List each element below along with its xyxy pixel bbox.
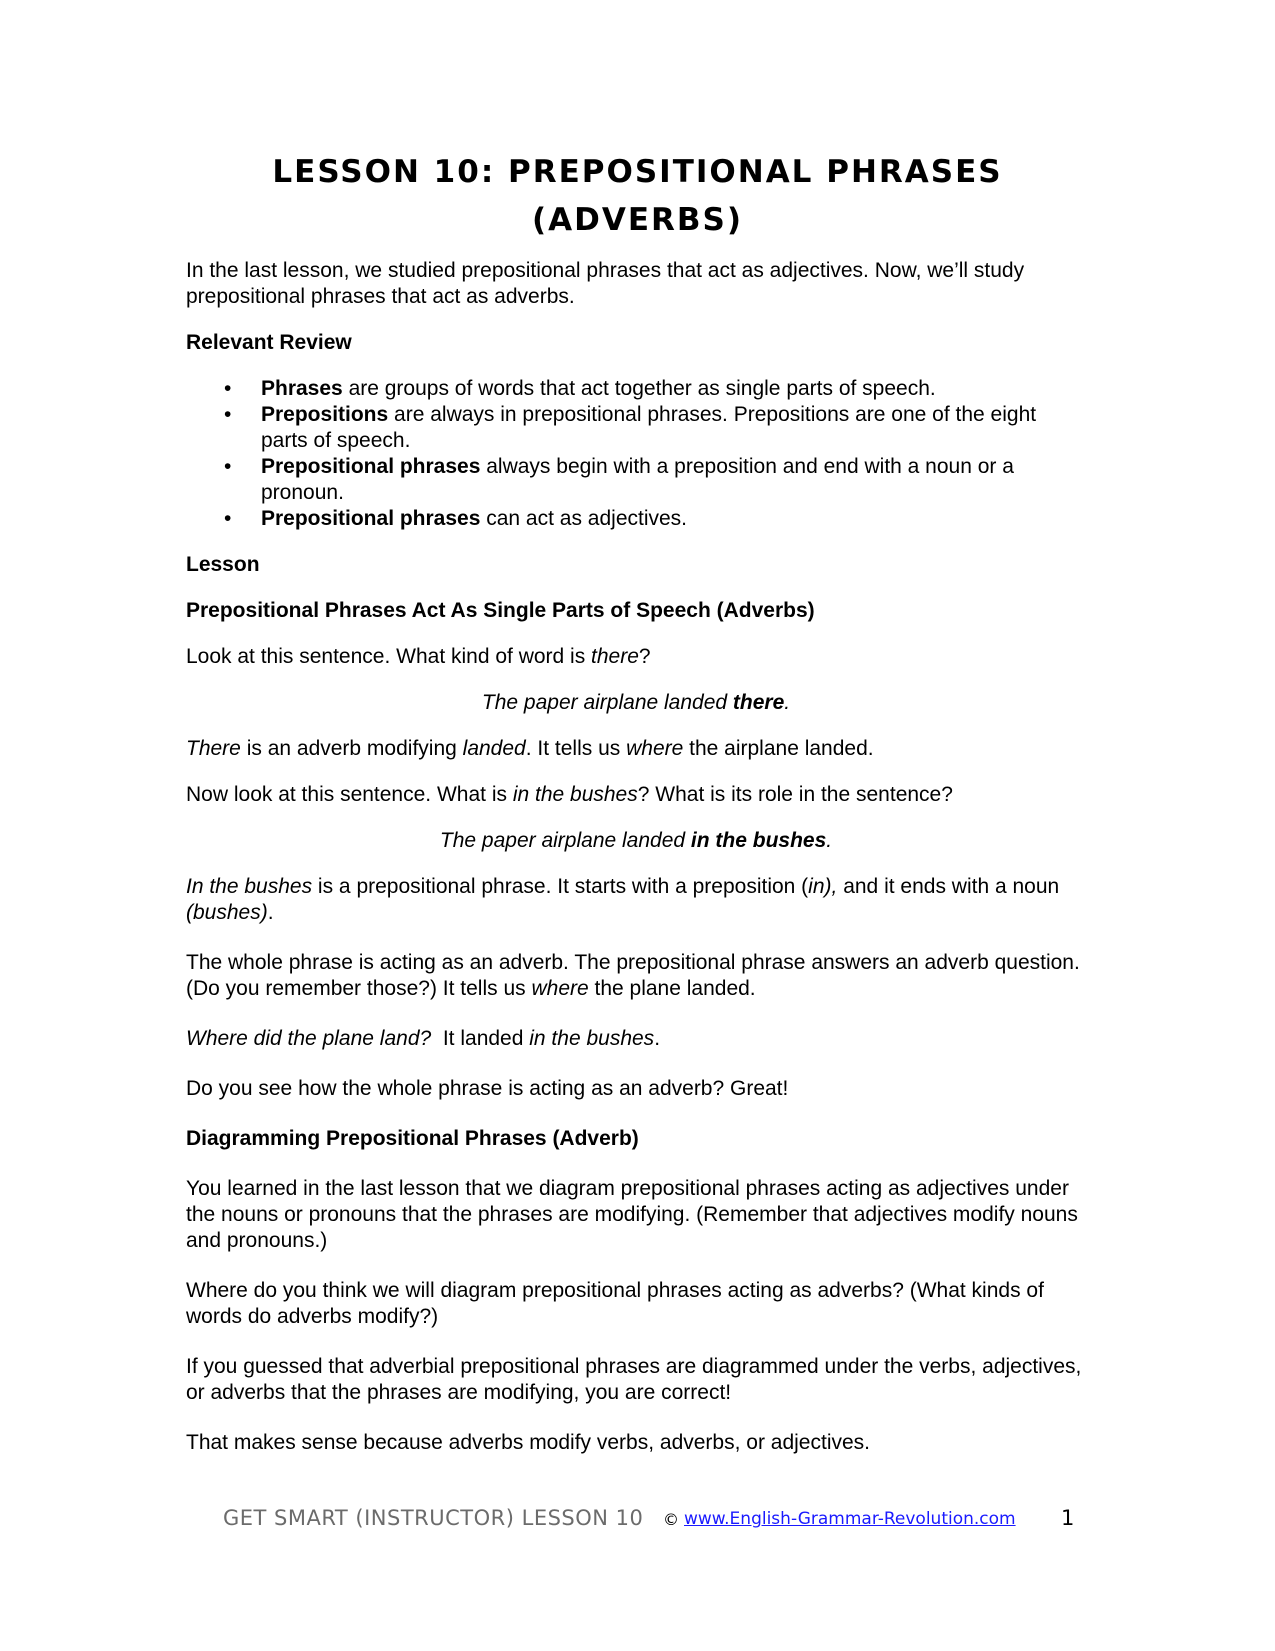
bold-run: there: [732, 691, 785, 714]
italic-run: where: [626, 737, 684, 760]
footer-series-label: GET SMART (INSTRUCTOR) LESSON 10: [223, 1506, 644, 1530]
text-run: Now look at this sentence. What is: [186, 783, 513, 806]
diagramming-paragraph-4: That makes sense because adverbs modify verbs, adverbs, or adjectives.: [186, 1431, 870, 1454]
text-run: The whole phrase is acting as an adverb. The prepositional phrase answers an adverb question. (Do you remember those?) It tells us: [186, 951, 1080, 1000]
term: Prepositional phrases: [261, 507, 481, 530]
diagramming-paragraph-2: Where do you think we will diagram prepositional phrases acting as adverbs? (What kinds of words do adverbs modify?): [186, 1279, 1044, 1328]
diagramming-paragraph-3: If you guessed that adverbial prepositional phrases are diagrammed under the verbs, adjectives, or adverbs that the phrases are modifying, you are correct!: [186, 1355, 1082, 1404]
text-run: It landed: [431, 1027, 530, 1050]
diagramming-heading: Diagramming Prepositional Phrases (Adverb): [186, 1127, 639, 1150]
lesson-paragraph-2: [186, 736, 1086, 762]
review-heading: Relevant Review: [186, 331, 352, 354]
text-run: .: [654, 1027, 661, 1050]
term: Phrases: [261, 377, 343, 400]
page-title: [0, 148, 1275, 244]
text-run: is an adverb modifying: [240, 737, 463, 760]
lesson-paragraph-6: [186, 1026, 1086, 1052]
text-run: The paper airplane landed: [439, 829, 691, 852]
text-run: ? What is its role in the sentence?: [637, 783, 953, 806]
text-run: and it ends with a noun: [837, 875, 1060, 898]
lesson-paragraph-7: Do you see how the whole phrase is acting as an adverb? Great!: [186, 1077, 789, 1100]
lesson-paragraph-4: [186, 874, 1086, 926]
list-item: [186, 506, 1086, 532]
lesson-subheading: Prepositional Phrases Act As Single Parts of Speech (Adverbs): [186, 599, 815, 622]
bullet: •: [224, 507, 232, 530]
text-run: the airplane landed.: [683, 737, 874, 760]
italic-run: Where did the plane land?: [186, 1027, 432, 1050]
list-item: [186, 402, 1086, 454]
text-run: The paper airplane landed: [481, 691, 733, 714]
list-item: [186, 376, 1086, 402]
intro-paragraph: In the last lesson, we studied prepositional phrases that act as adjectives. Now, we’ll study prepositional phrases that act as adverbs.: [186, 259, 1025, 308]
italic-run: There: [186, 737, 241, 760]
term: Prepositional phrases: [261, 455, 481, 478]
italic-run: in the bushes: [512, 783, 638, 806]
term-definition: are always in prepositional phrases. Prepositions are one of the eight parts of speech.: [261, 403, 1037, 452]
italic-run: (bushes): [186, 901, 268, 924]
italic-run: In the bushes: [186, 875, 313, 898]
title-line-2: (ADVERBS): [531, 202, 744, 238]
title-line-1: LESSON 10: PREPOSITIONAL PHRASES: [272, 154, 1003, 190]
text-run: . It tells us: [525, 737, 627, 760]
bullet: •: [224, 377, 232, 400]
text-run: .: [826, 829, 833, 852]
term-definition: always begin with a preposition and end with a noun or a pronoun.: [261, 455, 1014, 504]
text-run: is a prepositional phrase. It starts with a preposition (: [312, 875, 809, 898]
term-definition: can act as adjectives.: [480, 507, 688, 530]
copyright-symbol: ©: [663, 1510, 679, 1529]
text-run: Look at this sentence. What kind of word is: [186, 645, 592, 668]
term-definition: are groups of words that act together as single parts of speech.: [342, 377, 936, 400]
bullet: •: [224, 455, 232, 478]
italic-run: where: [531, 977, 589, 1000]
italic-run: in),: [808, 875, 838, 898]
list-item: [186, 454, 1086, 506]
website-link[interactable]: www.English-Grammar-Revolution.com: [684, 1509, 1016, 1529]
bold-run: in the bushes: [690, 829, 827, 852]
italic-run: there: [591, 645, 639, 668]
text-run: .: [267, 901, 274, 924]
example-sentence-2: [186, 828, 1086, 854]
term: Prepositions: [261, 403, 389, 426]
lesson-heading: Lesson: [186, 553, 260, 576]
page-number: 1: [1061, 1506, 1075, 1530]
lesson-paragraph-5: [186, 950, 1086, 1002]
page-footer: [223, 1506, 1083, 1536]
italic-run: in the bushes: [529, 1027, 655, 1050]
bullet: •: [224, 403, 232, 426]
text-run: the plane landed.: [588, 977, 756, 1000]
document-body: [186, 258, 1086, 1456]
lesson-paragraph-1: [186, 644, 1086, 670]
review-list: [186, 376, 1086, 532]
example-sentence-1: [186, 690, 1086, 716]
lesson-paragraph-3: [186, 782, 1086, 808]
italic-run: landed: [462, 737, 526, 760]
diagramming-paragraph-1: You learned in the last lesson that we diagram prepositional phrases acting as adjectives under the nouns or pronouns that the phrases are modifying. (Remember that adjectives modify nouns and pronouns.): [186, 1177, 1078, 1252]
text-run: ?: [638, 645, 651, 668]
text-run: .: [784, 691, 791, 714]
